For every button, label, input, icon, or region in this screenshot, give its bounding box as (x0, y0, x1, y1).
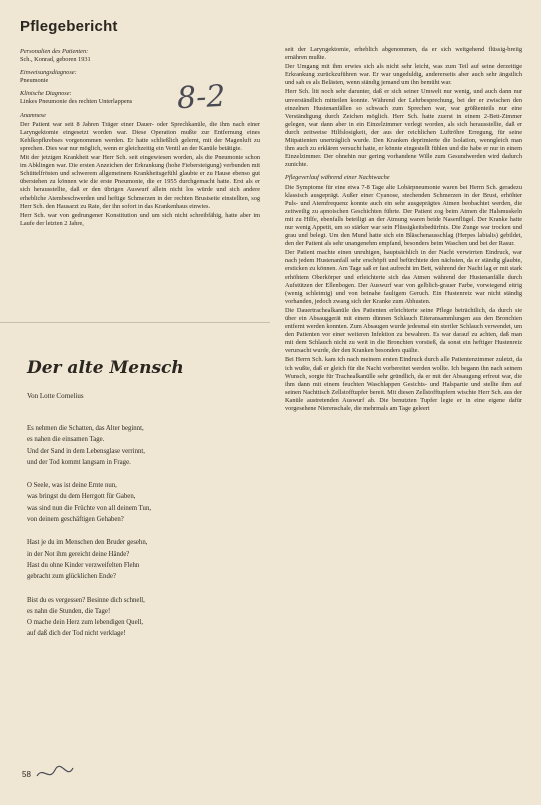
klinisch-value: Linkes Pneumonie des rechten Unterlappens (20, 98, 133, 106)
poem-line: O mache dein Herz zum lebendigen Quell, (27, 619, 144, 627)
poem-author: Von Lotte Cornelius (27, 392, 84, 400)
left-paragraph: Mit der jetzigen Krankheit war Herr Sch. seit eingewiesen worden, als die Pneumonie schon im Abklingen war. Die ersten Anzeichen der Erkrankung (hohe Fiebersteigung) verbunden mit Schüttelfrösten und schwerem allgemeinem Krankheitsgefühl glaubte er zu Hause ebenso gut überstehen zu können wie die erste Pneumonie, die er 1955 durchgemacht hatte. Erst als er sich herausstellte, daß er den übrigen Auswurf allein nicht los würde und sich andere erhebliche Atembeschwerden und heftige Schmerzen in der rechten Brustseite einstellten, sog Herr Sch. den Hausarzt zu Rate, der ihn sofort in das Krankenhaus einwies. (20, 154, 260, 210)
section-divider (0, 322, 270, 323)
poem-line: und der Tod kommt langsam in Frage. (27, 458, 131, 466)
poem-stanza (27, 480, 257, 525)
handwritten-scribble (35, 762, 75, 784)
poem-line: in der Not ihm gereicht deine Hände? (27, 550, 130, 558)
handwritten-annotation: 8-2 (176, 78, 227, 117)
poem-line: es nahen die einsamen Tage. (27, 436, 105, 444)
einweisung-label: Einweisungsdiagnose: (20, 69, 77, 77)
poem-stanza (27, 537, 257, 582)
klinisch-label: Klinische Diagnose: (20, 90, 72, 98)
poem-line: O Seele, was ist deine Ernte nun, (27, 482, 117, 490)
einweisung-value: Pneumonie (20, 77, 49, 85)
poem-title: Der alte Mensch (27, 358, 184, 378)
personalien-value: Sch., Konrad, geboren 1931 (20, 56, 91, 64)
right-paragraph: Die Dauertrachealkanüle des Patienten erleichterte seine Pflege beträchtlich, da durch sie über ein Absauggerät mit einem dünnen Schlauch Eiteransammlungen aus den Bronchien entfernt werden konnten. Zum Absaugen wurde jedesmal ein steriler Schlauch verwendet, um den Patienten vor einer weiteren Infektion zu bewahren. Es war darauf zu achten, daß man mit dem Schlauch nicht zu weit in die Bronchien vorstieß, da sonst ein heftiger Hustenreiz verursacht wurde, der den Kranken besonders quälte. (285, 306, 522, 355)
poem-body (27, 423, 257, 652)
poem-line: Es nehmen die Schatten, das Alter beginnt, (27, 425, 144, 432)
right-paragraph: Der Patient machte einen unruhigen, hauptsächlich in der Nacht verwirrten Eindruck, war nach jedem Hustenanfall sehr erschöpft und befürchtete den nächsten, da er ständig glaubte, ersticken zu können. Am Tage saß er fast aufrecht im Bett, während der Nacht lag er mit stark erhöhtem Oberkörper und erleichterte sich das Atmen während der Hustenanfälle durch Aufstützen der Ellenbogen. Der Auswurf war von gelblich-grauer Farbe, vorwiegend eitrig (wenig schleimig) und von beinahe fauligem Geruch. Ein Hustenreiz war nicht ständig vorhanden, jedoch zwang sich der Kranke zum Abhusten. (285, 249, 522, 305)
poem-line: gebracht zum glücklichen Ende? (27, 573, 116, 581)
personalien-label: Personalien des Patienten: (20, 48, 89, 55)
poem-line: von deinem geschäftigen Gehaben? (27, 516, 124, 524)
left-column (20, 46, 260, 229)
right-paragraph: Der Umgang mit ihm erwies sich als nicht sehr leicht, was zum Teil auf seine derzeitige Erkrankung zurückzuführen war. Er war ungeduldig, andererseits aber auch sehr ängstlich und sah es als Belästen, wenn ständig jemand um ihn bemüht war. (285, 63, 522, 87)
poem-stanza (27, 595, 257, 640)
page-number: 58 (22, 770, 31, 779)
poem-line: Bist du es vergessen? Besinne dich schnell, (27, 596, 145, 604)
poem-line: auf daß dich der Tod nicht verklage! (27, 630, 126, 638)
right-paragraph: seit der Laryngektomie, erheblich abgenommen, da er sich weitgehend flüssig-breiig ernähren mußte. (285, 46, 522, 62)
poem-line: was bringst du dem Herrgott für Gaben, (27, 493, 136, 501)
poem-stanza (27, 423, 257, 468)
anamnese-title: Anamnese (20, 111, 46, 119)
right-paragraph: Die Symptome für eine etwa 7-8 Tage alte Lobärpneumonie waren bei Herrn Sch. geradezu klassisch ausgeprägt. Außer einer Cyanose, stechenden Schmerzen in der Brust, erhöhter Puls- und Atemfrequenz konnte auch ein sehr ausgeprägtes Atmen beobachtet werden, die zeitweilig zu apnoischen Geschichten führte. Der Patient zog beim Atmen die Halsmuskeln mit zu Hilfe, ebenfalls beteiligt an der Atmung waren beide Nasenflügel. Der Kranke hatte nur wenig Appetit, um so stärker war sein Flüssigkeitsbedürfnis. Die Zunge war trocken und grau und belegt. Um den Mund hatte sich ein Bläschenausschlag (Herpes labialis) gebildet, den der Patient als sehr unangenehm empfand, besonders beim Waschen und bei der Rasur. (285, 183, 522, 248)
left-paragraph: Der Patient war seit 8 Jahren Träger einer Dauer- oder Sprechkanüle, die ihm nach einer Laryngektomie eingesetzt worden war. Diese Operation mußte zur Entfernung eines Kehlkopfkrebses vorgenommen werden. Er hatte schließlich gelernt, mit der Magenluft zu sprechen. Dies war nur möglich, wenn er gleichzeitig ein Ventil an der Kanüle betätigte. (20, 120, 260, 152)
right-column (285, 46, 522, 414)
right-paragraph: Bei Herrn Sch. kam ich nach meinem ersten Eindruck durch alle Patientenzimmer zuletzt, da ich wußte, daß er gleich für die Nacht vorbereitet werden wollte. Ich begann ihn nach seinem Wunsch, sorgte für Trachealkanülle sehr gründlich, da er mit der Absaugung erfreut war, die ihm dann mit einem feuchten Waschlappen Gesichts- und Halspartie und stellte ihm auf seinen Nachttisch Zellstofftupfer bereit. Mit diesen Zellstofftupfern wischte Herr Sch. aus der Kanüle austretenden Auswurf ab. Die benutzten Tupfer legte er in eine eigene dafür vorgesehene Nierenschale, die mehrmals am Tage geleert (285, 356, 522, 413)
poem-line: Hast je du im Menschen den Bruder gesehn, (27, 539, 148, 547)
right-paragraph: Herr Sch. litt noch sehr darunter, daß er sich seiner Umwelt nur wenig, und auch dann nur unverständlich mitteilen konnte. Während der Lehrbesprechung, bei der er zwischen den einzelnen Hustenanfällen so schwach zum Sprechen war, war größtenteils nur eine Verständigung durch Zeichen möglich. Herr Sch. hatte zuerst in einem 2-Bett-Zimmer gelegen, war dann aber in ein Einzelzimmer verlegt worden, als sich herausstellte, daß er durch zeitweise Hilfslosigkeit, der aus der reichlichen Luftröhre Erregung, für seine Mitpatienten unerträglich wurde. Den Kranken deprimierte die Isolation, wenngleich man ihm auch zu erklären versucht hatte, er könnte eingestellt fühlen und die habe er nur in einem Einzelzimmer. Der ohnehin nur gering vorhandene Wille zum Gesundwerden wird dadurch zunichte. (285, 88, 522, 169)
poem-line: was sind nun die Früchte von all deinem Tun, (27, 504, 152, 512)
left-paragraph: Herr Sch. war von gedrungener Konstitution und um sich nicht schreibfähig, hatte aber im Laufe der letzten 2 Jahre, (20, 211, 260, 227)
poem-line: Und der Sand in dem Lebensglase verrinnt, (27, 447, 145, 455)
poem-line: Hast du ohne Kinder verzweifelten Flehn (27, 561, 140, 569)
page-heading: Pflegebericht (20, 18, 118, 35)
poem-line: es nahn die Stunden, die Tage! (27, 607, 111, 615)
nachtwache-section-title: Pflegeverlauf während einer Nachtwache (285, 174, 390, 182)
